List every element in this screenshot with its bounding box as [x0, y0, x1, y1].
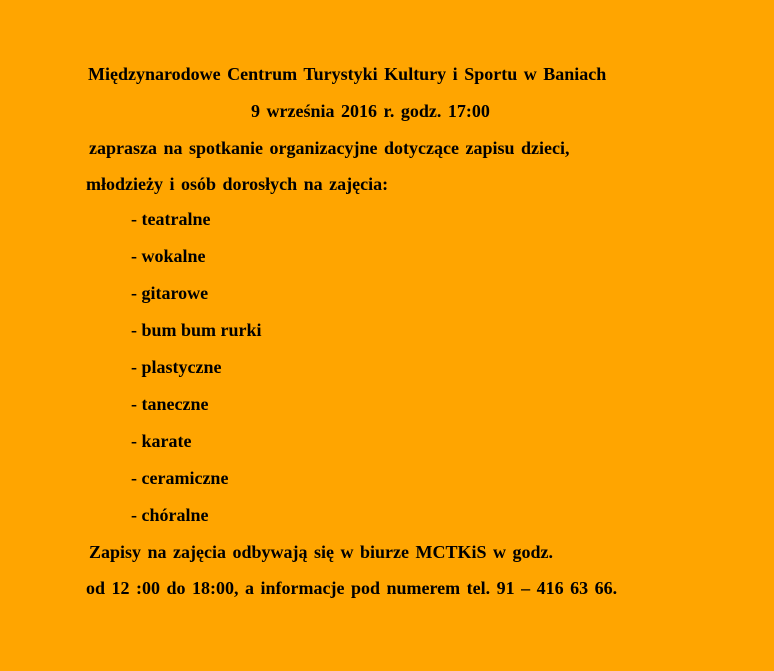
activity-item-gitarowe: - gitarowe	[131, 283, 209, 303]
invitation-line-1: zaprasza na spotkanie organizacyjne dotyczące zapisu dzieci,	[89, 138, 570, 158]
activity-item-teatralne: - teatralne	[131, 209, 211, 229]
activity-item-plastyczne: - plastyczne	[131, 357, 222, 377]
activity-item-ceramiczne: - ceramiczne	[131, 468, 229, 488]
activity-item-taneczne: - taneczne	[131, 394, 209, 414]
activity-item-karate: - karate	[131, 431, 192, 451]
activity-item-wokalne: - wokalne	[131, 246, 206, 266]
date-line: 9 września 2016 r. godz. 17:00	[251, 101, 490, 121]
activity-item-bum-bum-rurki: - bum bum rurki	[131, 320, 262, 340]
footer-line-1: Zapisy na zajęcia odbywają się w biurze MCTKiS w godz.	[89, 542, 554, 562]
footer-line-2: od 12 :00 do 18:00, a informacje pod numerem tel. 91 – 416 63 66.	[86, 578, 618, 598]
activity-list	[131, 208, 262, 541]
invitation-line-2: młodzieży i osób dorosłych na zajęcia:	[86, 174, 389, 194]
organization-line: Międzynarodowe Centrum Turystyki Kultury i Sportu w Baniach	[88, 64, 607, 84]
activity-item-choralne: - chóralne	[131, 505, 209, 525]
